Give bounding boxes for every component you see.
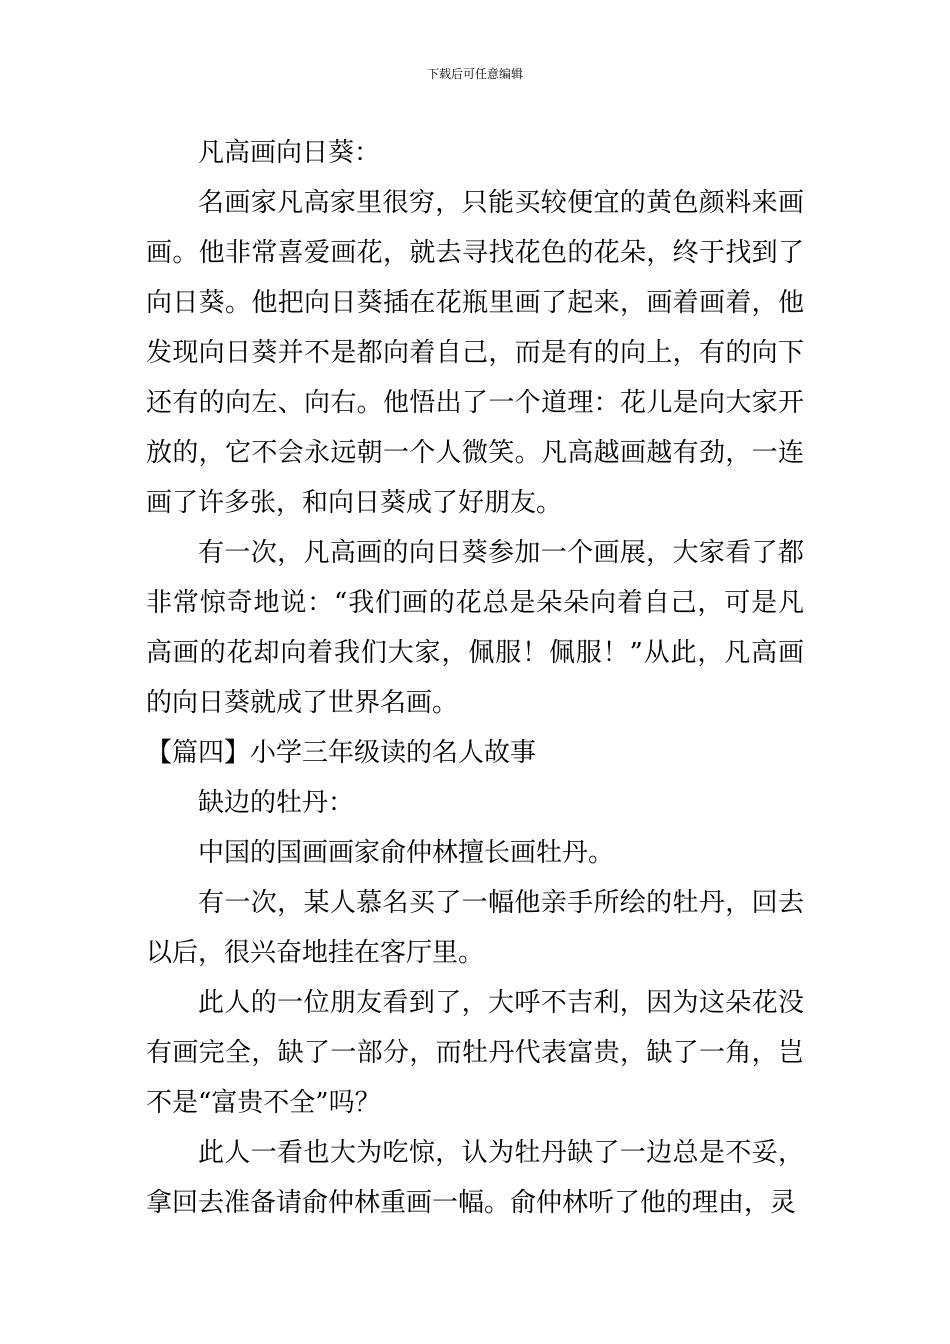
paragraph: 有一次，凡高画的向日葵参加一个画展，大家看了都非常惊奇地说：“我们画的花总是朵朵向着自己，可是凡高画的花却向着我们大家，佩服！佩服！”从此，凡高画的向日葵就成了世界名画。 — [146, 538, 804, 718]
paragraph: 此人一看也大为吃惊，认为牡丹缺了一边总是不妥，拿回去准备请俞仲林重画一幅。俞仲林听了他的理由，灵 — [146, 1138, 804, 1218]
paragraph: 有一次，某人慕名买了一幅他亲手所绘的牡丹，回去以后，很兴奋地挂在客厅里。 — [146, 888, 804, 968]
paragraph: 中国的国画画家俞仲林擅长画牡丹。 — [198, 838, 615, 868]
section-heading: 【篇四】小学三年级读的名人故事 — [146, 738, 537, 768]
page-header: 下载后可任意编辑 — [426, 67, 523, 81]
story-title-peony: 缺边的牡丹： — [198, 788, 355, 818]
document-body — [146, 128, 804, 1228]
paragraph: 此人的一位朋友看到了，大呼不吉利，因为这朵花没有画完全，缺了一部分，而牡丹代表富贵，缺了一角，岂不是“富贵不全”吗？ — [146, 988, 804, 1118]
paragraph: 名画家凡高家里很穷，只能买较便宜的黄色颜料来画画。他非常喜爱画花，就去寻找花色的花朵，终于找到了向日葵。他把向日葵插在花瓶里画了起来，画着画着，他发现向日葵并不是都向着自己，而是有的向上，有的向下还有的向左、向右。他悟出了一个道理：花儿是向大家开放的，它不会永远朝一个人微笑。凡高越画越有劲，一连画了许多张，和向日葵成了好朋友。 — [146, 188, 804, 518]
story-title-sunflower: 凡高画向日葵： — [198, 138, 381, 168]
